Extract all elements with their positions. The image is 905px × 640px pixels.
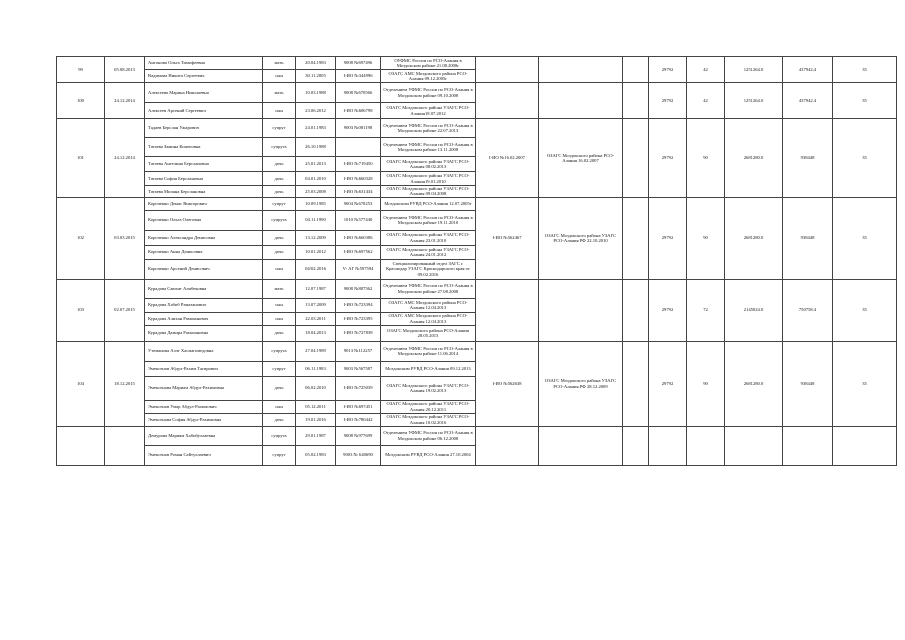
member-name-cell: Антонова Ольга Тимофеевна [145, 57, 263, 70]
member-role-cell: сын [263, 400, 296, 413]
member-issued-by-cell: ОЗАГС Моздокского района УЗАГС РСО-Алания18.07.2012 [381, 103, 476, 119]
application-date-cell: 05.08.2013 [105, 57, 145, 83]
member-role-cell: супруг [263, 361, 296, 376]
subsidy-amount-cell: 938448 [783, 341, 833, 426]
member-issued-by-cell: ОЗАГС Моздокского района УЗАГС РСО-Алания 23.01.2010 [381, 230, 476, 245]
member-issued-by-cell: Отделением УФМС России по РСО-Алания в Моздокском районе 09.10.2008 [381, 83, 476, 103]
member-name-cell: Тадаев Берслан Ужарович [145, 119, 263, 138]
member-role-cell: супруга [263, 341, 296, 361]
member-role-cell: дочь [263, 157, 296, 172]
member-name-cell: Курадова Алихан Рамазанович [145, 312, 263, 325]
member-birthdate-cell: 06.02.2010 [296, 376, 336, 400]
member-issued-by-cell: ОЗАГС АМС Моздокского района РСО-Алания 12.04.2013 [381, 298, 476, 312]
area-norm-cell: 72 [687, 279, 725, 341]
square-meter-cost-cell: 29792 [649, 119, 687, 198]
housing-cost-cell: 1251264.0 [725, 57, 783, 83]
subsidy-percent-cell: 35 [833, 119, 897, 198]
subsidy-amount-cell: 938448 [783, 197, 833, 279]
member-birthdate-cell: 10.03.1988 [296, 83, 336, 103]
marriage-certificate-cell: I-ИО №562467 [476, 197, 539, 279]
application-date-cell: 24.12.2014 [105, 83, 145, 119]
member-role-cell: дочь [263, 413, 296, 426]
member-name-cell: Короченко Денис Викторович [145, 197, 263, 210]
housing-cost-cell: 2681280.0 [725, 341, 783, 426]
member-document-cell: 9008 №670566 [336, 83, 381, 103]
member-birthdate-cell: 24.01.1983 [296, 119, 336, 138]
member-issued-by-cell: ОЗАГС Моздокского района УЗАГС РСО-Алания 09.04.2008 [381, 186, 476, 198]
member-issued-by-cell: ОЗАГС Моздокского района УЗАГС РСО-Алания 10.02.2016 [381, 413, 476, 426]
marriage-issued-by-cell [539, 83, 623, 119]
member-role-cell: супруга [263, 138, 296, 157]
member-birthdate-cell: 26.10.1988 [296, 138, 336, 157]
empty-cell [623, 119, 649, 198]
member-name-cell: Курадова Дамира Рамазановна [145, 325, 263, 341]
member-name-cell: Татаева Ангелина Берслановна [145, 157, 263, 172]
family-number-cell: 104 [57, 341, 105, 426]
empty-cell [623, 341, 649, 426]
member-role-cell: сын [263, 312, 296, 325]
empty-cell [623, 279, 649, 341]
member-document-cell: I-ИО №631434 [336, 186, 381, 198]
member-role-cell: сын [263, 103, 296, 119]
member-birthdate-cell: 25.03.2008 [296, 186, 336, 198]
member-name-cell: Татаева София Берслановна [145, 172, 263, 186]
member-birthdate-cell: 04.11.1990 [296, 210, 336, 230]
member-name-cell: Короченко Ольга Олеговна [145, 210, 263, 230]
member-role-cell: сын [263, 259, 296, 279]
marriage-certificate-cell: I-ИО №562638 [476, 341, 539, 426]
member-name-cell: Эмексенова Мариам Абдул-Рахимовна [145, 376, 263, 400]
member-document-cell: I-ИО №725039 [336, 376, 381, 400]
member-document-cell: I-ИО №697562 [336, 245, 381, 259]
member-document-cell [336, 138, 381, 157]
member-role-cell: мать [263, 83, 296, 103]
member-issued-by-cell: ОЗАГС Моздокского района УЗАГС РСО-Алания 20.12.2011 [381, 400, 476, 413]
member-issued-by-cell: ОЗАГС Моздокского района УЗАГС РСО-Алания 19.02.2013 [381, 376, 476, 400]
member-birthdate-cell: 19.01.2016 [296, 413, 336, 426]
member-issued-by-cell: Специализированный отдел ЗАГС г. Краснодар УЗАГС Краснодарского края от 09.02.2016 [381, 259, 476, 279]
member-role-cell: дочь [263, 230, 296, 245]
subsidy-percent-cell: 35 [833, 57, 897, 83]
subsidy-percent-cell: 35 [833, 341, 897, 426]
member-issued-by-cell: Отделением УФМС России по РСО-Алания в Моздокском районе 22.07.2013 [381, 119, 476, 138]
subsidy-amount-cell: 437942.4 [783, 83, 833, 119]
member-birthdate-cell: 13.07.2009 [296, 298, 336, 312]
marriage-issued-by-cell: ОЗАГС Моздокского района РСО-Алания 16.02.2007 [539, 119, 623, 198]
member-document-cell: I-ИО №606798 [336, 103, 381, 119]
area-norm-cell: 42 [687, 83, 725, 119]
member-birthdate-cell: 13.12.2009 [296, 230, 336, 245]
member-issued-by-cell: ОЗАГС Моздокского района РСО-Алания 28.05.2013 [381, 325, 476, 341]
square-meter-cost-cell: 29792 [649, 57, 687, 83]
member-role-cell: супруга [263, 426, 296, 445]
marriage-issued-by-cell: ОЗАГС Моздокского района УЗАГС РСО-Алания РФ 22.10.2010 [539, 197, 623, 279]
member-issued-by-cell: Отделением УФМС России по РСО-Алания в Моздокском районе 19.11.2010 [381, 210, 476, 230]
member-role-cell: супруг [263, 197, 296, 210]
square-meter-cost-cell: 29792 [649, 83, 687, 119]
table-row [57, 279, 897, 298]
marriage-issued-by-cell: ОЗАГС Моздокского района УЗАГС РСО-Алания РФ 28.12.2009 [539, 341, 623, 426]
member-name-cell: Демурова Мариям Хабибуллаевна [145, 426, 263, 445]
member-document-cell: I-ИО №660328 [336, 172, 381, 186]
member-role-cell: супруг [263, 119, 296, 138]
member-birthdate-cell: 25.01.2013 [296, 157, 336, 172]
application-date-cell: 18.12.2015 [105, 341, 145, 426]
member-name-cell: Татаева Милана Берслановна [145, 186, 263, 198]
subsidy-amount-cell: 437942,4 [783, 57, 833, 83]
member-name-cell: Курадова Саюхат Алибековна [145, 279, 263, 298]
table-row [57, 83, 897, 103]
member-document-cell: I-ИО №727838 [336, 325, 381, 341]
housing-cost-cell: 2145024.0 [725, 279, 783, 341]
marriage-certificate-cell [476, 83, 539, 119]
member-birthdate-cell: 30.11.2005 [296, 70, 336, 83]
member-birthdate-cell: 29.01.1987 [296, 426, 336, 445]
table-row [57, 57, 897, 70]
family-number-cell: 99 [57, 57, 105, 83]
application-date-cell [105, 426, 145, 465]
member-birthdate-cell: 10.09.1985 [296, 197, 336, 210]
table-row [57, 197, 897, 210]
housing-cost-cell: 1251264.0 [725, 83, 783, 119]
member-document-cell: 1010 №577440 [336, 210, 381, 230]
member-name-cell: Эмексенова София Абдул-Рахимовна [145, 413, 263, 426]
subsidy-amount-cell [783, 426, 833, 465]
member-document-cell: V- АГ №597594 [336, 259, 381, 279]
member-issued-by-cell: Отделением УФМС России по РСО-Алания в Моздокском районе 13.11.2008 [381, 138, 476, 157]
area-norm-cell: 42 [687, 57, 725, 83]
marriage-issued-by-cell [539, 426, 623, 465]
member-birthdate-cell: 18.04.2013 [296, 325, 336, 341]
housing-cost-cell: 2681280.0 [725, 119, 783, 198]
member-name-cell: Короченко Арсений Денисович [145, 259, 263, 279]
member-role-cell: сын [263, 70, 296, 83]
marriage-certificate-cell [476, 279, 539, 341]
member-name-cell: Вадимова Никита Сергеевич [145, 70, 263, 83]
member-document-cell: 9008 №807562 [336, 279, 381, 298]
member-name-cell: Алексеев Арсений Сергеевич [145, 103, 263, 119]
subsidy-amount-cell: 938448 [783, 119, 833, 198]
member-name-cell: Короченко Александра Денисовна [145, 230, 263, 245]
member-birthdate-cell: 27.04.1989 [296, 341, 336, 361]
member-role-cell: супруга [263, 210, 296, 230]
member-name-cell: Эмексенов Роман Сайтуллаевич [145, 445, 263, 465]
member-role-cell: супруг [263, 445, 296, 465]
member-document-cell: I-ИО №344996 [336, 70, 381, 83]
square-meter-cost-cell [649, 426, 687, 465]
marriage-certificate-cell: I-ИО №16.02.2007 [476, 119, 539, 198]
member-issued-by-cell: Моздокским РУВД РСО-Алания 27.10.2004 [381, 445, 476, 465]
table-row [57, 426, 897, 445]
member-document-cell: I-ИО №780442 [336, 413, 381, 426]
member-document-cell: 9003 №081198 [336, 119, 381, 138]
member-role-cell: дочь [263, 172, 296, 186]
member-birthdate-cell: 06.11.1983 [296, 361, 336, 376]
member-role-cell: дочь [263, 325, 296, 341]
empty-cell [623, 426, 649, 465]
member-role-cell: мать [263, 57, 296, 70]
member-name-cell: Эмексенов Умар Абдул-Рахимович [145, 400, 263, 413]
member-issued-by-cell: ОУФМС России по РСО-Алания в Моздокском районе 21.08.2008г [381, 57, 476, 70]
subsidy-percent-cell: 35 [833, 83, 897, 119]
member-document-cell: 9013 №112257 [336, 341, 381, 361]
member-birthdate-cell: 22.03.2011 [296, 312, 336, 325]
member-birthdate-cell: 04.01.2010 [296, 172, 336, 186]
application-date-cell: 24.12.2014 [105, 119, 145, 198]
member-document-cell: 9008 №977699 [336, 426, 381, 445]
member-role-cell: дочь [263, 186, 296, 198]
member-document-cell: I-ИО №723395 [336, 312, 381, 325]
application-date-cell: 03.03.2015 [105, 197, 145, 279]
marriage-issued-by-cell [539, 57, 623, 83]
empty-cell [623, 57, 649, 83]
member-role-cell: мать [263, 279, 296, 298]
area-norm-cell: 90 [687, 341, 725, 426]
member-issued-by-cell: Моздокским РУВД РСО-Алания 12.07.2005г [381, 197, 476, 210]
member-role-cell: сын [263, 298, 296, 312]
member-birthdate-cell: 04/02.2016 [296, 259, 336, 279]
member-name-cell: Татаева Замина Конеповна [145, 138, 263, 157]
empty-cell [623, 83, 649, 119]
member-name-cell: Алексеева Марина Николаевна [145, 83, 263, 103]
housing-register-table [56, 56, 897, 466]
member-birthdate-cell: 05.12.2011 [296, 400, 336, 413]
subsidy-percent-cell [833, 426, 897, 465]
family-number-cell [57, 426, 105, 465]
marriage-certificate-cell [476, 426, 539, 465]
square-meter-cost-cell: 29792 [649, 279, 687, 341]
member-issued-by-cell: Отделением УФМС России по РСО-Алания в Моздокском районе 06.12.2008 [381, 426, 476, 445]
member-document-cell: 9004 №670253 [336, 197, 381, 210]
area-norm-cell [687, 426, 725, 465]
square-meter-cost-cell: 29792 [649, 341, 687, 426]
family-number-cell: 101 [57, 119, 105, 198]
member-issued-by-cell: Моздокским РУВД РСО-Алания 09.12.2013 [381, 361, 476, 376]
member-document-cell: 9003 №567587 [336, 361, 381, 376]
member-name-cell: Утеманова Аэлт Хасмагомедовна [145, 341, 263, 361]
member-issued-by-cell: ОЗАГС Моздокского района УЗАГС РСО-Алания19.01.2010 [381, 172, 476, 186]
application-date-cell: 02.07.2015 [105, 279, 145, 341]
subsidy-percent-cell: 35 [833, 197, 897, 279]
family-number-cell: 100 [57, 83, 105, 119]
member-document-cell: 9008 №697496 [336, 57, 381, 70]
family-number-cell: 102 [57, 197, 105, 279]
member-issued-by-cell: ОЗАГС Моздокского района УЗАГС РСО-Алания 08.02.2013 [381, 157, 476, 172]
housing-cost-cell: 2681280.0 [725, 197, 783, 279]
housing-cost-cell [725, 426, 783, 465]
member-issued-by-cell: ОЗАГС АМС Моздокского района РСО-Алания 09.12.2005г [381, 70, 476, 83]
member-name-cell: Эмексенов Абдул-Рахим Тагирович [145, 361, 263, 376]
marriage-certificate-cell [476, 57, 539, 83]
empty-cell [623, 197, 649, 279]
member-document-cell: I-ИО №697451 [336, 400, 381, 413]
member-issued-by-cell: ОЗАГС АМС Моздокского района РСО-Алания 12.04.2013 [381, 312, 476, 325]
table-row [57, 119, 897, 138]
member-role-cell: дочь [263, 245, 296, 259]
subsidy-percent-cell: 35 [833, 279, 897, 341]
member-issued-by-cell: ОЗАГС Моздокского района УЗАГС РСО-Алания 24.01.2012 [381, 245, 476, 259]
member-issued-by-cell: Отделением УФМС России по РСО-Алания в Моздокском районе 11.06.2014 [381, 341, 476, 361]
member-document-cell: I-ИО №719450 [336, 157, 381, 172]
table-row [57, 341, 897, 361]
member-role-cell: дочь [263, 376, 296, 400]
marriage-issued-by-cell [539, 279, 623, 341]
member-document-cell: I-ИО №723394 [336, 298, 381, 312]
member-name-cell: Короченко Анна Денисовна [145, 245, 263, 259]
member-birthdate-cell: 10.01.2012 [296, 245, 336, 259]
subsidy-amount-cell: 750758.4 [783, 279, 833, 341]
member-birthdate-cell: 05.02.1983 [296, 445, 336, 465]
area-norm-cell: 90 [687, 197, 725, 279]
member-birthdate-cell: 20.04.1983 [296, 57, 336, 70]
area-norm-cell: 90 [687, 119, 725, 198]
member-document-cell: 9003 № 640690 [336, 445, 381, 465]
member-name-cell: Курадова Хабиб Рамазанович [145, 298, 263, 312]
member-issued-by-cell: Отделением УФМС России по РСО-Алания в Моздокском районе 27.08.2008 [381, 279, 476, 298]
family-number-cell: 103 [57, 279, 105, 341]
member-document-cell: I-ИО №660386 [336, 230, 381, 245]
square-meter-cost-cell: 29792 [649, 197, 687, 279]
member-birthdate-cell: 23.06.2012 [296, 103, 336, 119]
member-birthdate-cell: 12.07.1987 [296, 279, 336, 298]
